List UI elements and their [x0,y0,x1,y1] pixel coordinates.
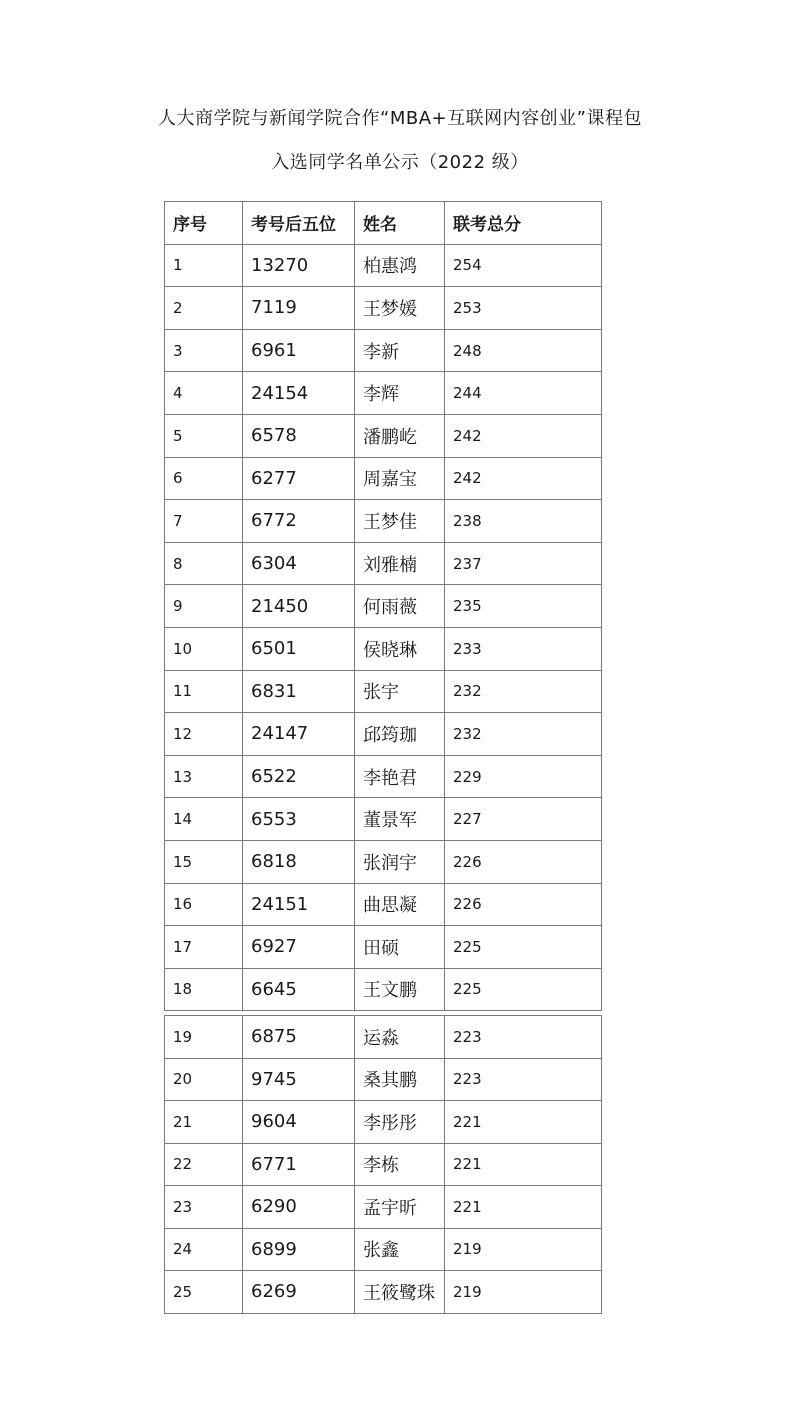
exam-code-cell: 6501 [243,627,355,670]
score-cell: 227 [445,798,602,841]
table-row [165,670,602,713]
seq-cell: 24 [165,1228,243,1271]
score-cell: 254 [445,244,602,287]
exam-code-cell: 21450 [243,585,355,628]
seq-cell: 5 [165,414,243,457]
exam-code-cell: 13270 [243,244,355,287]
seq-cell: 11 [165,670,243,713]
header-total-score: 联考总分 [445,202,602,245]
seq-cell: 10 [165,627,243,670]
exam-code-cell: 24154 [243,372,355,415]
name-cell: 李栋 [355,1143,445,1186]
table-row [165,329,602,372]
table-row [165,840,602,883]
name-cell: 李艳君 [355,755,445,798]
score-cell: 223 [445,1016,602,1059]
seq-cell: 23 [165,1186,243,1229]
exam-code-cell: 9745 [243,1058,355,1101]
exam-code-cell: 6290 [243,1186,355,1229]
seq-cell: 17 [165,926,243,969]
exam-code-cell: 6522 [243,755,355,798]
table-row [165,1016,602,1059]
name-cell: 运淼 [355,1016,445,1059]
seq-cell: 9 [165,585,243,628]
name-cell: 王文鹏 [355,968,445,1011]
document-subtitle: 入选同学名单公示（2022 级） [271,152,529,173]
seq-cell: 18 [165,968,243,1011]
exam-code-cell: 6831 [243,670,355,713]
seq-cell: 15 [165,840,243,883]
name-cell: 桑其鹏 [355,1058,445,1101]
table-row [165,713,602,756]
table-row [165,500,602,543]
document-title: 人大商学院与新闻学院合作“MBA+互联网内容创业”课程包 [158,108,642,129]
score-cell: 226 [445,883,602,926]
seq-cell: 21 [165,1101,243,1144]
table-row [165,1186,602,1229]
table-row [165,1058,602,1101]
header-name: 姓名 [355,202,445,245]
seq-cell: 8 [165,542,243,585]
exam-code-cell: 6772 [243,500,355,543]
exam-code-cell: 6771 [243,1143,355,1186]
seq-cell: 12 [165,713,243,756]
score-cell: 232 [445,713,602,756]
score-cell: 223 [445,1058,602,1101]
table-row [165,1228,602,1271]
header-seq: 序号 [165,202,243,245]
seq-cell: 7 [165,500,243,543]
header-exam-code: 考号后五位 [243,202,355,245]
name-cell: 王梦媛 [355,287,445,330]
score-cell: 238 [445,500,602,543]
name-cell: 柏惠鸿 [355,244,445,287]
seq-cell: 2 [165,287,243,330]
name-cell: 李辉 [355,372,445,415]
exam-code-cell: 6304 [243,542,355,585]
name-cell: 邱筠珈 [355,713,445,756]
table-row [165,755,602,798]
seq-cell: 20 [165,1058,243,1101]
exam-code-cell: 9604 [243,1101,355,1144]
seq-cell: 22 [165,1143,243,1186]
seq-cell: 6 [165,457,243,500]
score-cell: 242 [445,414,602,457]
exam-code-cell: 6899 [243,1228,355,1271]
seq-cell: 16 [165,883,243,926]
name-cell: 张润宇 [355,840,445,883]
table-row [165,627,602,670]
table-row [165,968,602,1011]
name-cell: 曲思凝 [355,883,445,926]
score-cell: 226 [445,840,602,883]
exam-code-cell: 7119 [243,287,355,330]
score-cell: 232 [445,670,602,713]
seq-cell: 1 [165,244,243,287]
table-row [165,1143,602,1186]
name-cell: 董景军 [355,798,445,841]
seq-cell: 14 [165,798,243,841]
exam-code-cell: 6818 [243,840,355,883]
table-row [165,926,602,969]
exam-code-cell: 6578 [243,414,355,457]
score-cell: 225 [445,968,602,1011]
name-cell: 何雨薇 [355,585,445,628]
name-cell: 王筱鹭珠 [355,1271,445,1314]
table-row [165,883,602,926]
score-cell: 235 [445,585,602,628]
table-row [165,457,602,500]
exam-code-cell: 6875 [243,1016,355,1059]
name-cell: 张宇 [355,670,445,713]
exam-code-cell: 6269 [243,1271,355,1314]
score-cell: 219 [445,1271,602,1314]
table-row [165,287,602,330]
table-header-row [165,202,602,245]
score-cell: 248 [445,329,602,372]
name-cell: 侯晓琳 [355,627,445,670]
score-cell: 219 [445,1228,602,1271]
score-cell: 221 [445,1143,602,1186]
score-cell: 221 [445,1186,602,1229]
table-row [165,372,602,415]
exam-code-cell: 6277 [243,457,355,500]
table-row [165,414,602,457]
score-cell: 253 [445,287,602,330]
score-cell: 233 [445,627,602,670]
exam-code-cell: 24147 [243,713,355,756]
table-row [165,1101,602,1144]
name-cell: 孟宇昕 [355,1186,445,1229]
results-table-page-2 [164,1015,602,1314]
exam-code-cell: 6961 [243,329,355,372]
exam-code-cell: 6927 [243,926,355,969]
seq-cell: 4 [165,372,243,415]
seq-cell: 3 [165,329,243,372]
table-row [165,1271,602,1314]
name-cell: 王梦佳 [355,500,445,543]
table-row [165,542,602,585]
name-cell: 张鑫 [355,1228,445,1271]
exam-code-cell: 6553 [243,798,355,841]
score-cell: 242 [445,457,602,500]
name-cell: 刘雅楠 [355,542,445,585]
score-cell: 225 [445,926,602,969]
seq-cell: 19 [165,1016,243,1059]
score-cell: 237 [445,542,602,585]
score-cell: 244 [445,372,602,415]
score-cell: 221 [445,1101,602,1144]
name-cell: 潘鹏屹 [355,414,445,457]
table-row [165,244,602,287]
score-cell: 229 [445,755,602,798]
results-table-page-1 [164,201,602,1011]
exam-code-cell: 6645 [243,968,355,1011]
table-row [165,798,602,841]
seq-cell: 25 [165,1271,243,1314]
seq-cell: 13 [165,755,243,798]
table-row [165,585,602,628]
exam-code-cell: 24151 [243,883,355,926]
name-cell: 李新 [355,329,445,372]
name-cell: 李彤彤 [355,1101,445,1144]
name-cell: 周嘉宝 [355,457,445,500]
name-cell: 田硕 [355,926,445,969]
